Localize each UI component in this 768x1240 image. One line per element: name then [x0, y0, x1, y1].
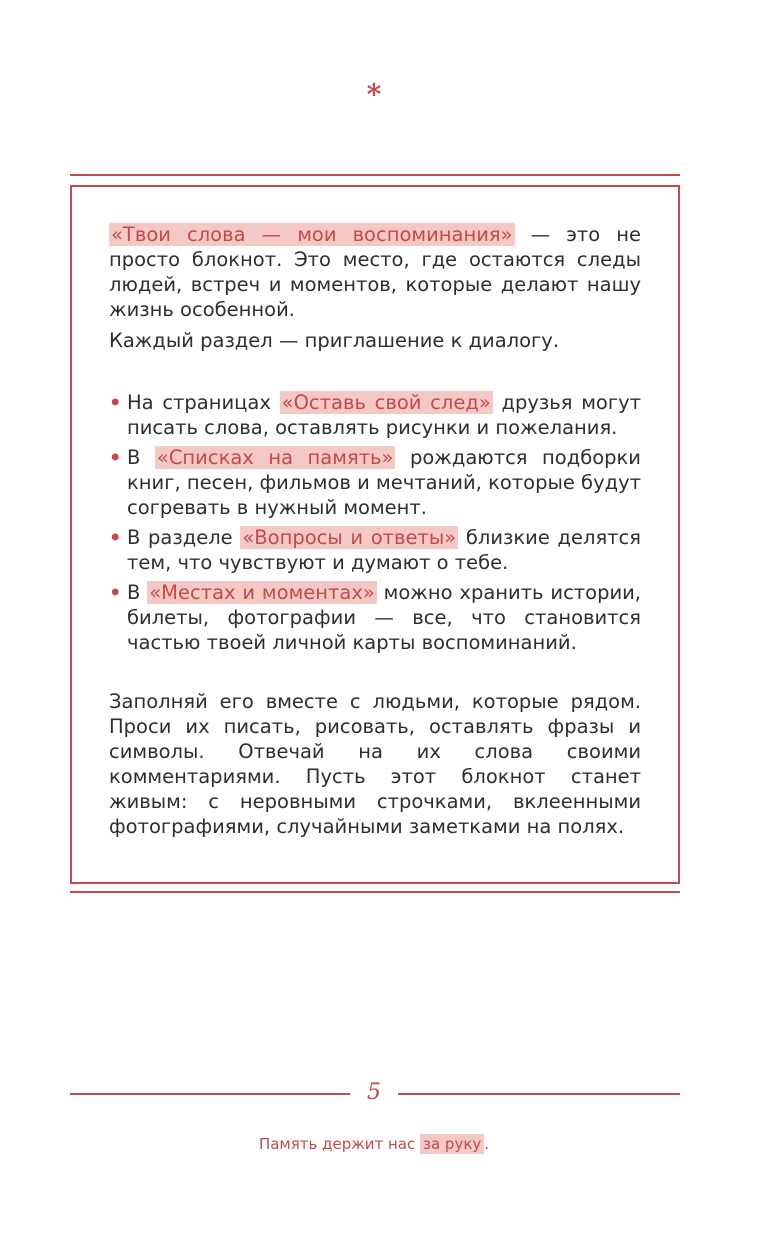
item-text: рождаются подборки книг, песен, фильмов и мечтаний, которые будут согревать в нужный момент.	[127, 446, 641, 519]
item-text: можно хранить истории, билеты, фотографии — все, что становится частью твоей личной карты воспоминаний.	[127, 581, 641, 654]
page-number: 5	[367, 1080, 381, 1105]
item-text: В	[127, 581, 148, 604]
section-name-highlight: «Вопросы и ответы»	[242, 526, 457, 549]
bullet-icon: •	[109, 581, 122, 604]
intro-title-highlight: «Твои слова — мои воспоминания»	[111, 223, 513, 246]
bottom-rule	[70, 891, 680, 893]
top-rule	[70, 174, 680, 176]
intro-text: — это не просто блокнот. Это место, где остаются следы людей, встреч и моментов, которые делают нашу жизнь особенной.	[109, 223, 641, 321]
item-text: На страницах	[127, 391, 280, 414]
footer-rule-left	[70, 1093, 350, 1095]
section-name-highlight: «Местах и моментах»	[149, 581, 375, 604]
sections-list	[109, 390, 641, 655]
item-text: близкие делятся тем, что чувствуют и думают о тебе.	[127, 526, 641, 574]
main-text	[109, 222, 641, 839]
list-item	[109, 580, 641, 655]
tagline-text: Память держит нас	[258, 1135, 420, 1153]
item-text: В	[127, 446, 155, 469]
item-text: В разделе	[127, 526, 241, 549]
tagline-highlight: за руку	[420, 1134, 484, 1154]
section-name-highlight: «Списках на память»	[156, 446, 394, 469]
footer-tagline	[0, 1135, 748, 1153]
footer-rule-right	[398, 1093, 680, 1095]
tagline-end: .	[484, 1135, 490, 1153]
list-item	[109, 390, 641, 440]
bullet-icon: •	[109, 446, 122, 469]
list-item	[109, 525, 641, 575]
asterisk-ornament: *	[366, 78, 382, 111]
list-item	[109, 445, 641, 520]
item-text: друзья могут писать слова, оставлять рисунки и пожелания.	[127, 391, 641, 439]
section-name-highlight: «Оставь свой след»	[281, 391, 491, 414]
bullet-icon: •	[109, 391, 122, 414]
closing-paragraph: Заполняй его вместе с людьми, которые рядом. Проси их писать, рисовать, оставлять фразы и символы. Отвечай на их слова своими комментариями. Пусть этот блокнот станет живым: с неровными строчками, вклеенными фотографиями, случайными заметками на полях.	[109, 690, 641, 838]
intro-paragraph	[109, 222, 641, 322]
bullet-icon: •	[109, 526, 122, 549]
invite-paragraph: Каждый раздел — приглашение к диалогу.	[109, 329, 560, 352]
